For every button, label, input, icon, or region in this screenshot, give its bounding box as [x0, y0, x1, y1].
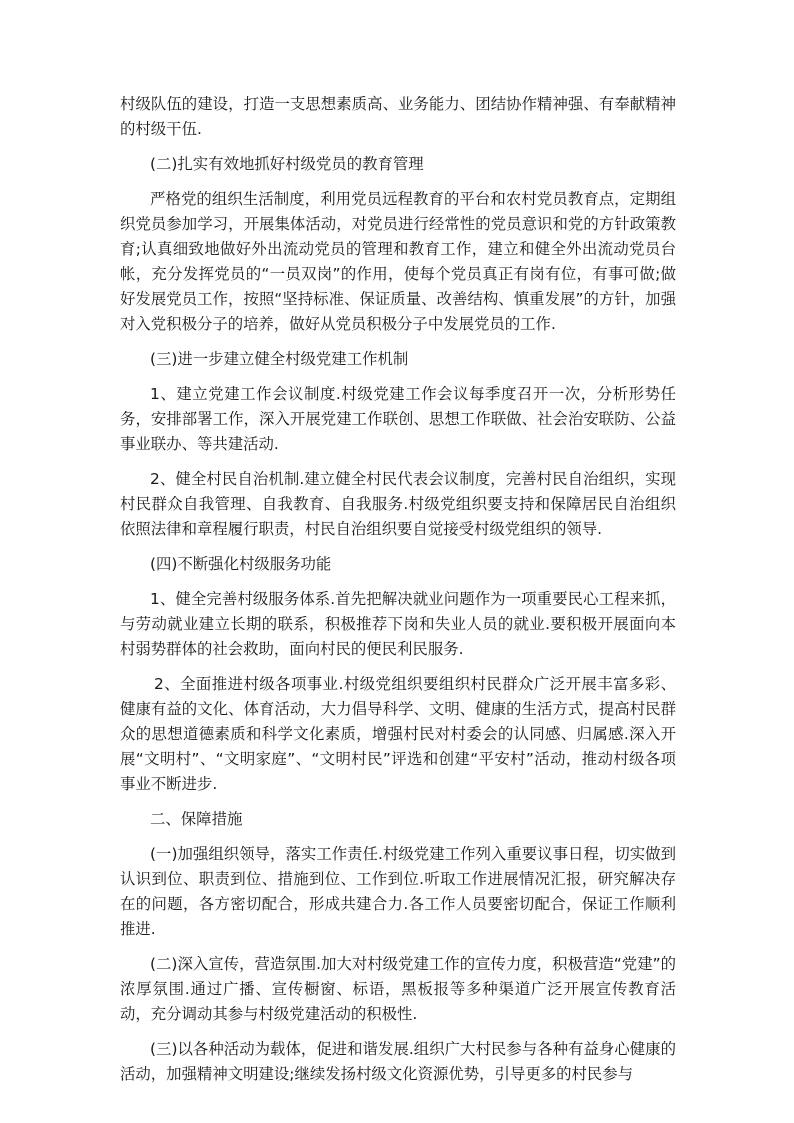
section-heading-guarantee: 二、保障措施 — [150, 810, 243, 828]
paragraph-service-system: 1、健全完善村级服务体系.首先把解决就业问题作为一项重要民心工程来抓，与劳动就业建立长期的联系，积极推荐下岗和失业人员的就业.要积极开展面向本村弱势群体的社会救助，面向村民的便民利民服务. — [120, 590, 676, 658]
paragraph-organization-leadership: (一)加强组织领导，落实工作责任.村级党建工作列入重要议事日程，切实做到认识到位、职责到位、措施到位、工作到位.听取工作进展情况汇报，研究解决存在的问题，各方密切配合，形成共建合力.各工作人员要密切配合，保证工作顺利推进. — [120, 845, 676, 938]
paragraph-party-member-education: 严格党的组织生活制度，利用党员远程教育的平台和农村党员教育点，定期组织党员参加学习，开展集体活动，对党员进行经常性的党员意识和党的方针政策教育;认真细致地做好外出流动党员的管理和教育工作，建立和健全外出流动党员台帐，充分发挥党员的“一员双岗”的作用，使每个党员真正有岗有位，有事可做;做好发展党员工作，按照“坚持标准、保证质量、改善结构、慎重发展”的方针，加强对入党积极分子的培养，做好从党员积极分子中发展党员的工作. — [120, 190, 676, 333]
paragraph-publicity: (二)深入宣传，营造氛围.加大对村级党建工作的宣传力度，积极营造“党建”的浓厚氛围.通过广播、宣传橱窗、标语，黑板报等多种渠道广泛开展宣传教育活动，充分调动其参与村级党建活动的积极性. — [120, 955, 676, 1023]
paragraph-activities: (三)以各种活动为载体，促进和谐发展.组织广大村民参与各种有益身心健康的活动，加强精神文明建设;继续发扬村级文化资源优势，引导更多的村民参与 — [120, 1040, 676, 1083]
paragraph-meeting-system: 1、建立党建工作会议制度.村级党建工作会议每季度召开一次，分析形势任务，安排部署工作，深入开展党建工作联创、思想工作联做、社会治安联防、公益事业联办、等共建活动. — [120, 385, 676, 453]
paragraph-continuation: 村级队伍的建设，打造一支思想素质高、业务能力、团结协作精神强、有奉献精神的村级干伍. — [120, 95, 676, 138]
section-heading-2: (二)扎实有效地抓好村级党员的教育管理 — [150, 155, 424, 173]
document-body — [120, 92, 676, 1097]
paragraph-villager-autonomy: 2、健全村民自治机制.建立健全村民代表会议制度，完善村民自治组织，实现村民群众自我管理、自我教育、自我服务.村级党组织要支持和保障居民自治组织依照法律和章程履行职责，村民自治组织要自觉接受村级党组织的领导. — [120, 470, 676, 538]
section-heading-4: (四)不断强化村级服务功能 — [150, 555, 332, 573]
paragraph-village-undertakings: 2、全面推进村级各项事业.村级党组织要组织村民群众广泛开展丰富多彩、健康有益的文化、体育活动，大力倡导科学、文明、健康的生活方式，提高村民群众的思想道德素质和科学文化素质，增强村民对村委会的认同感、归属感.深入开展“文明村”、“文明家庭”、“文明村民”评选和创建“平安村”活动，推动村级各项事业不断进步. — [120, 675, 676, 793]
section-heading-3: (三)进一步建立健全村级党建工作机制 — [150, 350, 409, 368]
